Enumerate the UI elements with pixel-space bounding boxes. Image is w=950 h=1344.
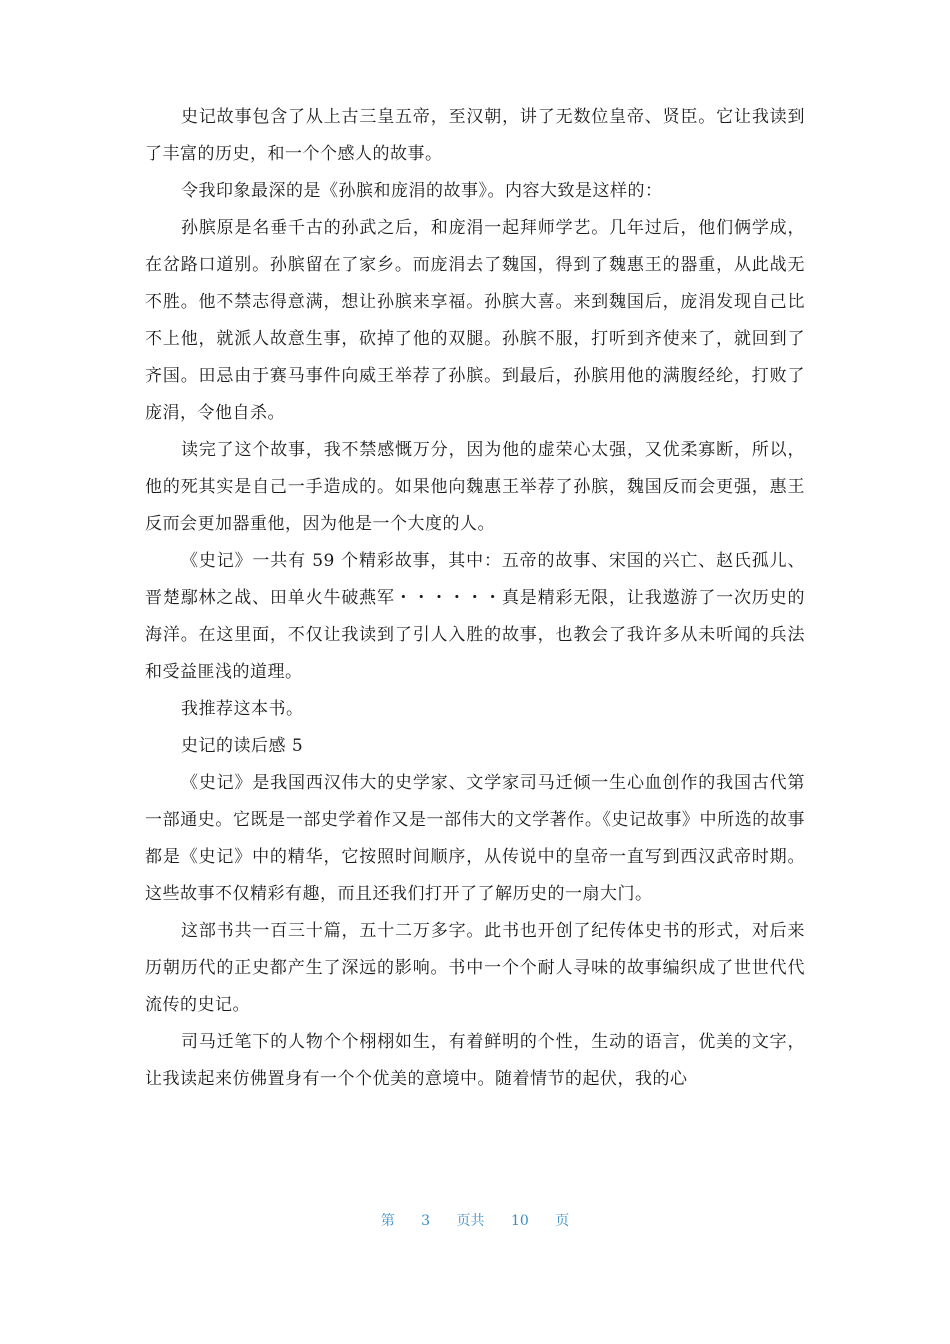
paragraph: 史记故事包含了从上古三皇五帝，至汉朝，讲了无数位皇帝、贤臣。它让我读到了丰富的历史，和一个个感人的故事。 (145, 107, 805, 164)
footer-page-number: 3 (421, 1213, 431, 1229)
paragraph: 我推荐这本书。 (181, 699, 304, 719)
paragraph: 这部书共一百三十篇，五十二万多字。此书也开创了纪传体史书的形式，对后来历朝历代的正史都产生了深远的影响。书中一个个耐人寻味的故事编织成了世世代代流传的史记。 (145, 921, 805, 1015)
paragraph: 《史记》一共有 59 个精彩故事，其中：五帝的故事、宋国的兴亡、赵氏孤儿、晋楚鄢林之战、田单火牛破燕军・・・・・・真是精彩无限，让我遨游了一次历史的海洋。在这里面，不仅让我读到了引人入胜的故事，也教会了我许多从未听闻的兵法和受益匪浅的道理。 (145, 551, 805, 682)
footer-prefix: 第 (380, 1213, 395, 1229)
paragraph: 《史记》是我国西汉伟大的史学家、文学家司马迁倾一生心血创作的我国古代第一部通史。它既是一部史学着作又是一部伟大的文学著作。《史记故事》中所选的故事都是《史记》中的精华，它按照时间顺序，从传说中的皇帝一直写到西汉武帝时期。这些故事不仅精彩有趣，而且还我们打开了了解历史的一扇大门。 (145, 773, 805, 904)
footer-total-pages: 10 (511, 1213, 529, 1229)
paragraph: 读完了这个故事，我不禁感慨万分，因为他的虚荣心太强，又优柔寡断，所以，他的死其实是自己一手造成的。如果他向魏惠王举荐了孙膑，魏国反而会更强，惠王反而会更加器重他，因为他是一个大度的人。 (145, 440, 805, 534)
page-footer (0, 1210, 950, 1230)
document-body (145, 99, 805, 1098)
paragraph: 令我印象最深的是《孙膑和庞涓的故事》。内容大致是这样的： (181, 181, 663, 201)
section-heading: 史记的读后感 5 (181, 736, 304, 756)
paragraph: 孙膑原是名垂千古的孙武之后，和庞涓一起拜师学艺。几年过后，他们俩学成，在岔路口道别。孙膑留在了家乡。而庞涓去了魏国，得到了魏惠王的器重，从此战无不胜。他不禁志得意满，想让孙膑来享福。孙膑大喜。来到魏国后，庞涓发现自己比不上他，就派人故意生事，砍掉了他的双腿。孙膑不服，打听到齐使来了，就回到了齐国。田忌由于赛马事件向威王举荐了孙膑。到最后，孙膑用他的满腹经纶，打败了庞涓，令他自杀。 (145, 218, 805, 423)
footer-suffix: 页 (555, 1213, 570, 1229)
paragraph: 司马迁笔下的人物个个栩栩如生，有着鲜明的个性，生动的语言，优美的文字，让我读起来仿佛置身有一个个优美的意境中。随着情节的起伏，我的心 (145, 1032, 805, 1089)
footer-middle: 页共 (456, 1213, 485, 1229)
